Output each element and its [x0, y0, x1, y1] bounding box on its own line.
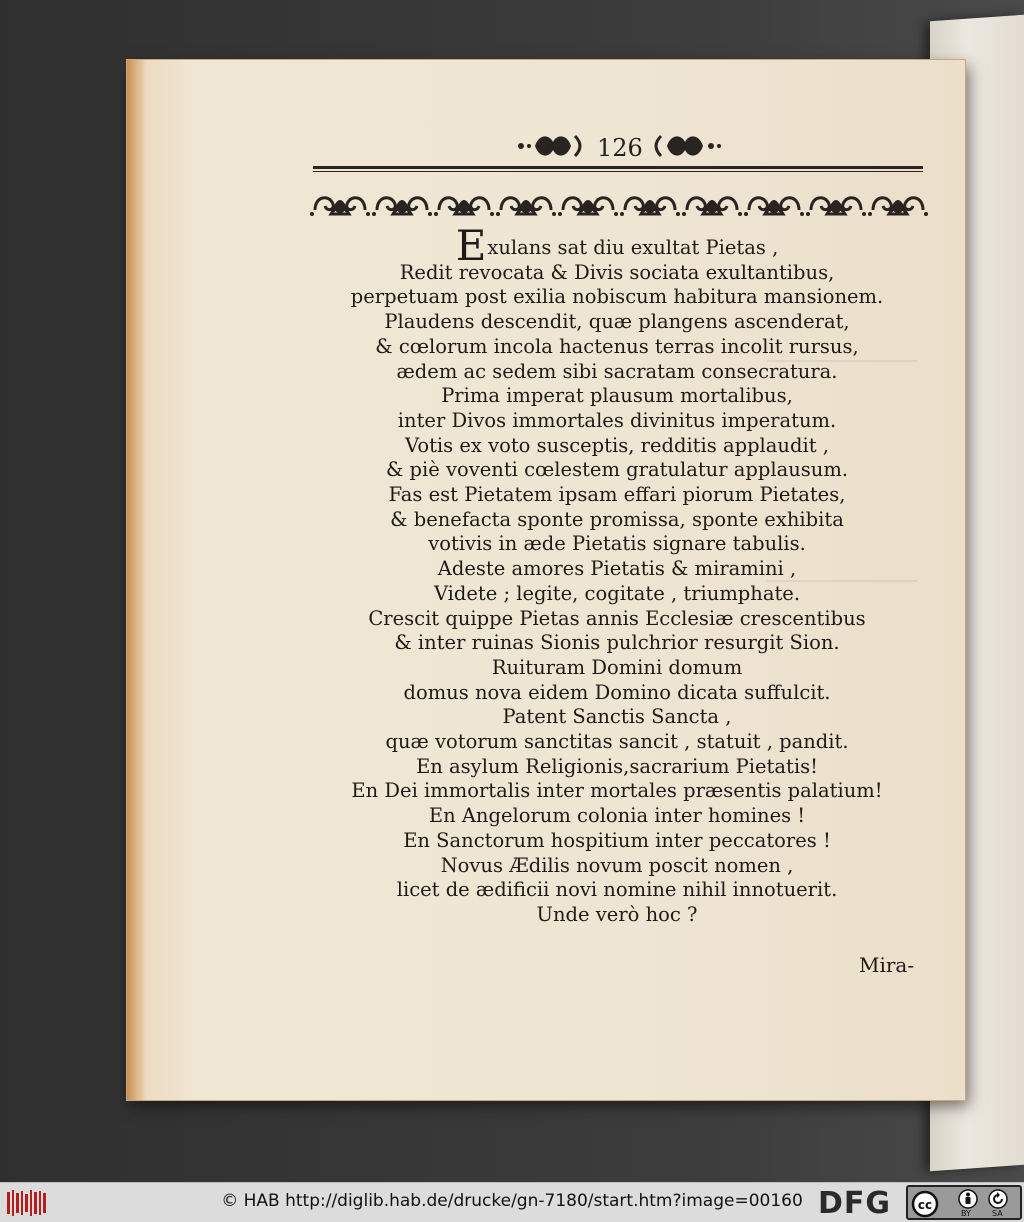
text-line — [317, 705, 917, 730]
text-line — [317, 656, 917, 681]
text-line-content: ædem ac sedem sibi sacratam consecratura. — [396, 359, 838, 383]
footer-bar — [0, 1182, 1024, 1222]
frieze-motif — [372, 198, 432, 216]
text-line — [317, 755, 917, 780]
text-line-content: Votis ex voto susceptis, redditis applaudit , — [405, 433, 829, 457]
text-line-content: Redit revocata & Divis sociata exultantibus, — [399, 260, 835, 284]
cc-icon — [911, 1190, 939, 1218]
text-line — [317, 607, 917, 632]
text-line — [317, 804, 917, 829]
svg-text:cc: cc — [917, 1198, 933, 1212]
text-line — [317, 508, 917, 533]
text-line-content: xulans sat diu exultat Pietas , — [487, 236, 779, 259]
frieze-motif — [620, 198, 680, 216]
text-line — [317, 878, 917, 903]
frieze-motif — [558, 198, 618, 216]
text-line-content: En Sanctorum hospitium inter peccatores ! — [403, 828, 831, 852]
text-line-content: Prima imperat plausum mortalibus, — [441, 384, 793, 408]
book-page — [127, 60, 965, 1100]
body-text — [317, 221, 917, 928]
text-line-content: & benefacta sponte promissa, sponte exhibita — [390, 507, 844, 531]
text-line — [317, 730, 917, 755]
text-line — [317, 631, 917, 656]
sa-label: SA — [992, 1209, 1003, 1218]
text-line-content: & inter ruinas Sionis pulchrior resurgit Sion. — [394, 631, 840, 655]
text-line — [317, 360, 917, 385]
sa-icon — [988, 1189, 1008, 1209]
text-line — [317, 335, 917, 360]
text-line-content: En Angelorum colonia inter homines ! — [428, 804, 806, 828]
dfg-logo: DFG — [818, 1186, 892, 1221]
frieze-motif — [806, 198, 866, 216]
text-line-content: En Dei immortalis inter mortales præsentis palatium! — [351, 779, 883, 803]
text-line — [317, 854, 917, 879]
text-line-content: Ruituram Domini domum — [491, 655, 743, 679]
frieze-motif — [496, 198, 556, 216]
text-line — [317, 829, 917, 854]
head-rule — [313, 166, 923, 169]
left-head-ornament-icon — [515, 130, 591, 162]
page-number: 126 — [597, 134, 643, 162]
drop-cap: E — [455, 221, 487, 270]
text-line — [317, 409, 917, 434]
frieze-motif — [310, 198, 370, 216]
text-line-content: Adeste amores Pietatis & miramini , — [437, 557, 797, 581]
text-line-content: inter Divos immortales divinitus imperatum. — [397, 408, 837, 432]
text-line-content: quæ votorum sanctitas sancit , statuit , pandit. — [385, 730, 849, 754]
text-line — [317, 261, 917, 286]
text-line — [317, 582, 917, 607]
text-line — [317, 779, 917, 804]
text-line-content: licet de ædificii novi nomine nihil innotuerit. — [396, 878, 838, 902]
text-line — [317, 434, 917, 459]
text-line — [317, 557, 917, 582]
text-line — [317, 285, 917, 310]
text-line-content: perpetuam post exilia nobiscum habitura mansionem. — [350, 285, 884, 309]
text-line — [317, 532, 917, 557]
text-line — [317, 681, 917, 706]
text-line-content: Plaudens descendit, quæ plangens ascenderat, — [384, 310, 850, 334]
text-line-content: votivis in æde Pietatis signare tabulis. — [428, 532, 806, 556]
cc-license-badge[interactable] — [906, 1185, 1022, 1220]
frieze-motif — [868, 198, 928, 216]
text-line — [317, 384, 917, 409]
frieze-motif — [682, 198, 742, 216]
by-icon — [958, 1189, 978, 1209]
catchword: Mira- — [859, 953, 915, 977]
text-line — [317, 483, 917, 508]
text-line-content: domus nova eidem Domino dicata suffulcit. — [403, 680, 831, 704]
text-line-content: Videte ; legite, cogitate , triumphate. — [433, 581, 801, 605]
text-line — [317, 903, 917, 928]
text-line-content: Unde verò hoc ? — [536, 902, 698, 926]
text-line — [317, 458, 917, 483]
text-line-content: Crescit quippe Pietas annis Ecclesiæ crescentibus — [368, 606, 866, 630]
frieze-motif — [434, 198, 494, 216]
ornamental-frieze-icon — [309, 188, 929, 224]
right-head-ornament-icon — [647, 130, 731, 162]
head-rule-thin — [313, 171, 923, 172]
text-line — [317, 221, 917, 270]
text-line-content: Patent Sanctis Sancta , — [502, 705, 732, 729]
text-line-content: & cœlorum incola hactenus terras incolit rursus, — [375, 334, 859, 358]
text-line-content: Fas est Pietatem ipsam effari piorum Pietates, — [388, 483, 846, 507]
text-line-content: Novus Ædilis novum poscit nomen , — [440, 853, 794, 877]
copyright-url[interactable]: © HAB http://diglib.hab.de/drucke/gn-7180/start.htm?image=00160 — [221, 1191, 803, 1211]
text-line-content: En asylum Religionis,sacrarium Pietatis! — [416, 754, 818, 778]
by-label: BY — [961, 1209, 971, 1218]
frieze-motif — [744, 198, 804, 216]
text-line-content: & piè voventi cœlestem gratulatur applausum. — [385, 458, 849, 482]
text-line — [317, 310, 917, 335]
